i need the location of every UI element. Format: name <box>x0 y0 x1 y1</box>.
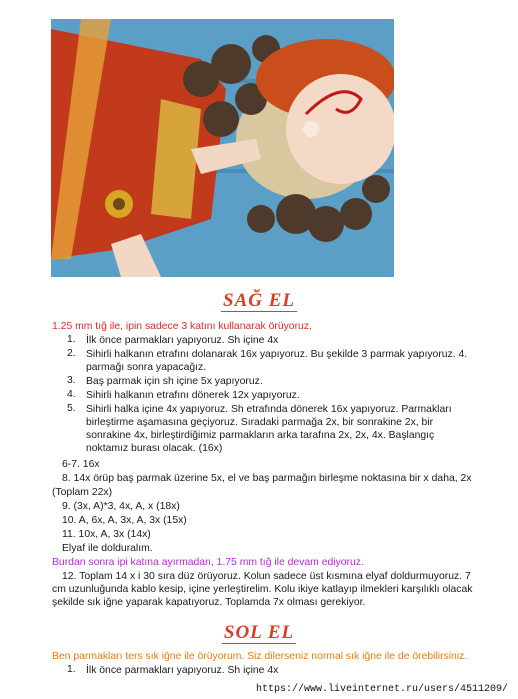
step-number: 3. <box>67 375 76 386</box>
row-text: 8. 14x örüp baş parmak üzerine 5x, el ve baş parmağın birleşme noktasına bir x daha, 2x <box>62 473 472 484</box>
step-text: Sihirli halkanın etrafını dönerek 12x yapıyoruz. <box>86 390 300 401</box>
row-text: (Toplam 22x) <box>52 487 113 498</box>
para-text: 12. Toplam 14 x i 30 sıra düz örüyoruz. Kolun sadece üst kısmına elyaf doldurmuyoruz. 7 <box>62 571 471 582</box>
heading-left-hand: SOL EL <box>223 622 295 643</box>
doll-photo <box>51 19 394 277</box>
step-number: 1. <box>67 664 76 675</box>
step-text: parmağı sonra yapacağız. <box>86 362 207 373</box>
step-number: 5. <box>67 403 76 414</box>
step-number: 1. <box>67 334 76 345</box>
row-text: 11. 10x, A, 3x (14x) <box>62 529 151 540</box>
row-text: 9. (3x, A)*3, 4x, A, x (18x) <box>62 501 180 512</box>
row-text: 6-7. 16x <box>62 459 100 470</box>
note-purple: Burdan sonra ipi katına ayırmadan, 1.75 mm tığ ile devam ediyoruz. <box>52 557 364 568</box>
step-number: 4. <box>67 389 76 400</box>
step-text: Sihirli halka içine 4x yapıyoruz. Sh etrafında dönerek 16x yapıyoruz. Parmakları <box>86 404 452 415</box>
source-url: https://www.liveinternet.ru/users/4511209/ <box>255 684 508 695</box>
step-text: İlk önce parmakları yapıyoruz. Sh içine 4x <box>86 335 279 346</box>
step-text: birleştirme aşamasına geçiyoruz. Sıradaki parmağa 2x, bir sonrakine 2x, bir <box>86 417 434 428</box>
para-text: şekilde sık iğne yaparak kapatıyoruz. Toplamda 7x olması gerekiyor. <box>52 597 366 608</box>
step-text: sonrakine 4x, birleştirdiğimiz parmakların arka tarafına 2x, 2x, 4x. Başlangıç <box>86 430 435 441</box>
step-text: İlk önce parmakları yapıyoruz. Sh içine 4x <box>86 665 279 676</box>
step-text: Baş parmak için sh içine 5x yapıyoruz. <box>86 376 263 387</box>
doll-illustration <box>51 19 394 277</box>
row-text: 10. A, 6x, A, 3x, A, 3x (15x) <box>62 515 187 526</box>
para-text: cm uzunluğunda kablo kesip, içine yerleştirelim. Kolu ikiye katlayıp ilmekleri karşılıklı olacak <box>52 584 473 595</box>
row-text: Elyaf ile dolduralım. <box>62 543 153 554</box>
step-number: 2. <box>67 348 76 359</box>
intro-right-hand: 1.25 mm tığ ile, ipin sadece 3 katını kullanarak örüyoruz. <box>52 321 312 332</box>
step-text: noktamız burası olacak. (16x) <box>86 443 223 454</box>
heading-right-hand: SAĞ EL <box>223 290 295 311</box>
step-text: Sihirli halkanın etrafını dolanarak 16x yapıyoruz. Bu şekilde 3 parmak yapıyoruz. 4. <box>86 349 468 360</box>
intro-left-hand: Ben parmakları ters sık iğne ile örüyorum. Siz dilerseniz normal sık iğne ile de örebilirsiniz. <box>52 651 468 662</box>
